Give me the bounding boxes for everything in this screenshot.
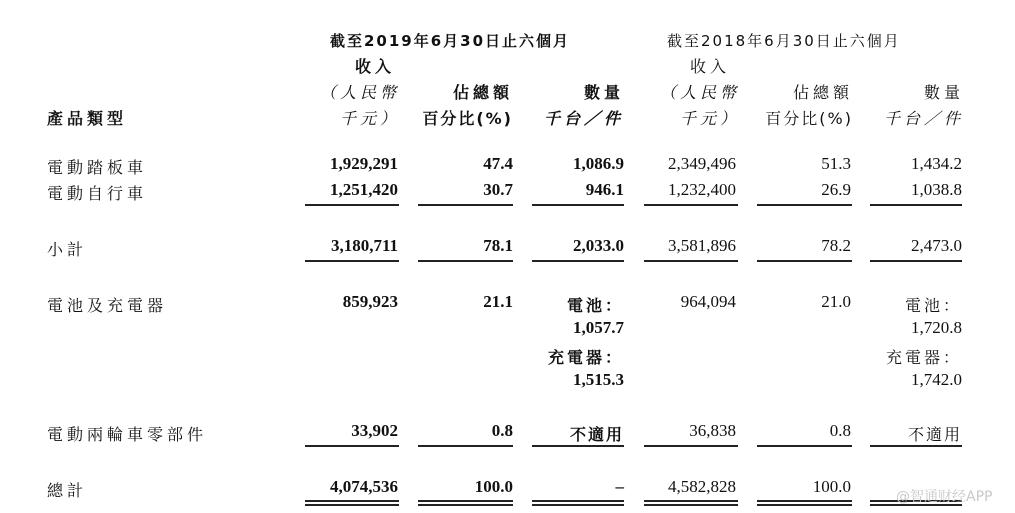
rule [757, 260, 852, 262]
double-rule [418, 500, 513, 506]
revenue-header-2018-line3: 千元） [679, 109, 740, 128]
row-battery-pct19: 21.1 [483, 292, 513, 311]
row-parts-qty18: 不適用 [907, 425, 962, 444]
revenue-header-2018-line2: （人民幣 [659, 83, 740, 102]
row-bicycle-qty19: 946.1 [585, 180, 624, 199]
row-subtotal-rev18: 3,581,896 [668, 236, 736, 255]
period-2019-header: 截至2019年6月30日止六個月 [330, 32, 571, 50]
row-battery-qty19-value-a: 1,057.7 [573, 318, 624, 337]
row-scooter-pct18: 51.3 [821, 154, 851, 173]
row-scooter-qty19: 1,086.9 [573, 154, 624, 173]
row-total-qty19: – [615, 477, 624, 496]
row-bicycle-rev18: 1,232,400 [668, 180, 736, 199]
row-battery-qty19-label-a: 電池： [566, 296, 624, 315]
rule [757, 204, 852, 206]
row-battery-qty18-label-a: 電池： [904, 296, 962, 315]
row-battery-rev18: 964,094 [680, 292, 736, 311]
qty-header-2019-line1: 數量 [583, 83, 624, 102]
row-label-subtotal: 小計 [47, 240, 88, 259]
share-header-2019-line2: 百分比(%) [422, 109, 513, 128]
row-battery-qty18-value-a: 1,720.8 [911, 318, 962, 337]
row-bicycle-pct19: 30.7 [483, 180, 513, 199]
share-header-2019-line1: 佔總額 [452, 83, 513, 102]
row-battery-qty18-value-b: 1,742.0 [911, 370, 962, 389]
row-battery-pct18: 21.0 [821, 292, 851, 311]
row-bicycle-qty18: 1,038.8 [911, 180, 962, 199]
rule [870, 445, 962, 447]
product-type-header: 產品類型 [47, 109, 128, 128]
rule [870, 204, 962, 206]
row-total-pct18: 100.0 [812, 477, 851, 496]
rule [870, 260, 962, 262]
row-bicycle-rev19: 1,251,420 [330, 180, 398, 199]
row-total-rev19: 4,074,536 [330, 477, 398, 496]
rule [644, 204, 738, 206]
row-scooter-qty18: 1,434.2 [911, 154, 962, 173]
rule [305, 445, 399, 447]
watermark: @智通财经APP [896, 489, 993, 505]
rule [532, 260, 624, 262]
qty-header-2018-line2: 千台／件 [883, 109, 964, 128]
double-rule [757, 500, 852, 506]
rule [644, 445, 738, 447]
row-parts-pct18: 0.8 [829, 421, 851, 440]
rule [532, 204, 624, 206]
row-label-battery-charger: 電池及充電器 [47, 296, 168, 315]
row-parts-pct19: 0.8 [491, 421, 513, 440]
rule [305, 204, 399, 206]
revenue-header-2019-line3: 千元） [339, 109, 400, 128]
row-subtotal-pct19: 78.1 [483, 236, 513, 255]
share-header-2018-line1: 佔總額 [792, 83, 853, 102]
row-label-parts: 電動兩輪車零部件 [47, 425, 208, 444]
rule [644, 260, 738, 262]
revenue-header-2018-line1: 收入 [689, 57, 730, 76]
rule [305, 260, 399, 262]
row-subtotal-rev19: 3,180,711 [330, 236, 398, 255]
rule [418, 445, 513, 447]
row-scooter-rev19: 1,929,291 [330, 154, 398, 173]
share-header-2018-line2: 百分比(%) [765, 109, 853, 128]
revenue-header-2019-line2: （人民幣 [319, 83, 400, 102]
row-bicycle-pct18: 26.9 [821, 180, 851, 199]
row-scooter-pct19: 47.4 [483, 154, 513, 173]
qty-header-2019-line2: 千台／件 [543, 109, 624, 128]
qty-header-2018-line1: 數量 [923, 83, 964, 102]
row-label-bicycle: 電動自行車 [47, 184, 148, 203]
rule [757, 445, 852, 447]
revenue-header-2019-line1: 收入 [354, 57, 395, 76]
row-battery-rev19: 859,923 [342, 292, 398, 311]
double-rule [644, 500, 738, 506]
row-parts-qty19: 不適用 [569, 425, 624, 444]
row-battery-qty18-label-b: 充電器： [885, 348, 962, 367]
row-total-pct19: 100.0 [474, 477, 513, 496]
row-subtotal-pct18: 78.2 [821, 236, 851, 255]
row-total-rev18: 4,582,828 [668, 477, 736, 496]
row-battery-qty19-label-b: 充電器： [547, 348, 624, 367]
row-subtotal-qty19: 2,033.0 [573, 236, 624, 255]
rule [532, 445, 624, 447]
row-parts-rev18: 36,838 [689, 421, 736, 440]
row-parts-rev19: 33,902 [351, 421, 398, 440]
rule [418, 204, 513, 206]
row-subtotal-qty18: 2,473.0 [911, 236, 962, 255]
row-label-total: 總計 [47, 481, 88, 500]
double-rule [305, 500, 399, 506]
row-scooter-rev18: 2,349,496 [668, 154, 736, 173]
row-label-scooter: 電動踏板車 [47, 158, 148, 177]
rule [418, 260, 513, 262]
row-battery-qty19-value-b: 1,515.3 [573, 370, 624, 389]
double-rule [532, 500, 624, 506]
period-2018-header: 截至2018年6月30日止六個月 [667, 32, 901, 50]
